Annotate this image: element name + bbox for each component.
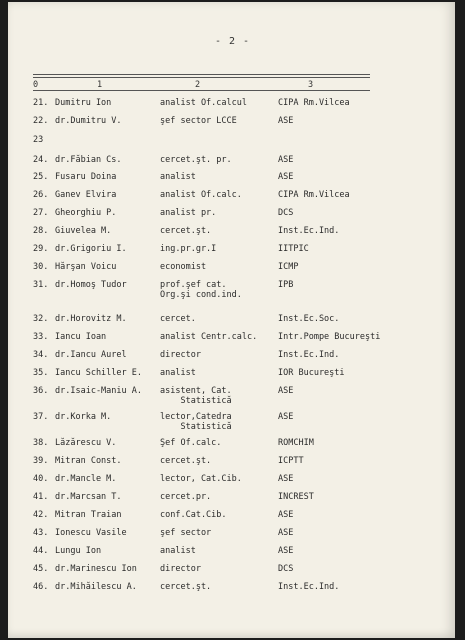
row-number: 23 — [33, 135, 44, 145]
institution: Inst.Ec.Ind. — [278, 582, 340, 592]
position: cercet. — [160, 314, 196, 324]
row-number: 31. — [33, 280, 49, 290]
position: analist pr. — [160, 208, 217, 218]
institution: Inst.Ec.Soc. — [278, 314, 340, 324]
institution: INCREST — [278, 492, 314, 502]
person-name: Giuvelea M. — [55, 226, 112, 236]
row-number: 32. — [33, 314, 49, 324]
institution: ASE — [278, 510, 294, 520]
person-name: Mitran Const. — [55, 456, 122, 466]
column-header-1: 1 — [97, 80, 103, 90]
institution: IOR Bucureşti — [278, 368, 345, 378]
person-name: Iancu Ioan — [55, 332, 107, 342]
row-number: 40. — [33, 474, 49, 484]
row-number: 33. — [33, 332, 49, 342]
person-name: dr.Mihăilescu A. — [55, 582, 137, 592]
position: analist — [160, 172, 196, 182]
person-name: dr.Isaic-Maniu A. — [55, 386, 142, 396]
institution: CIPA Rm.Vilcea — [278, 98, 350, 108]
row-number: 21. — [33, 98, 49, 108]
institution: IITPIC — [278, 244, 309, 254]
person-name: Gheorghiu P. — [55, 208, 117, 218]
row-number: 43. — [33, 528, 49, 538]
position: asistent, Cat. Statistică — [160, 386, 232, 406]
header-rule-middle — [33, 77, 370, 78]
position: director — [160, 350, 201, 360]
person-name: dr.Dumitru V. — [55, 116, 122, 126]
position: analist — [160, 546, 196, 556]
row-number: 27. — [33, 208, 49, 218]
position: director — [160, 564, 201, 574]
row-number: 29. — [33, 244, 49, 254]
position: cercet.şt. pr. — [160, 155, 232, 165]
row-number: 42. — [33, 510, 49, 520]
institution: DCS — [278, 564, 294, 574]
row-number: 24. — [33, 155, 49, 165]
person-name: Lungu Ion — [55, 546, 102, 556]
row-number: 38. — [33, 438, 49, 448]
position: şef sector LCCE — [160, 116, 237, 126]
position: cercet.şt. — [160, 456, 212, 466]
institution: CIPA Rm.Vilcea — [278, 190, 350, 200]
person-name: dr.Mancle M. — [55, 474, 117, 484]
position: cercet.pr. — [160, 492, 212, 502]
row-number: 25. — [33, 172, 49, 182]
position: lector,Catedra Statistică — [160, 412, 232, 432]
institution: ICMP — [278, 262, 299, 272]
institution: Inst.Ec.Ind. — [278, 350, 340, 360]
person-name: dr.Homoş Tudor — [55, 280, 127, 290]
institution: ASE — [278, 546, 294, 556]
person-name: Dumitru Ion — [55, 98, 112, 108]
position: lector, Cat.Cib. — [160, 474, 242, 484]
person-name: dr.Făbian Cs. — [55, 155, 122, 165]
position: prof.şef cat. Org.şi cond.ind. — [160, 280, 242, 300]
person-name: dr.Korka M. — [55, 412, 112, 422]
institution: DCS — [278, 208, 294, 218]
position: analist — [160, 368, 196, 378]
institution: ICPTT — [278, 456, 304, 466]
person-name: Fusaru Doina — [55, 172, 117, 182]
institution: ASE — [278, 386, 294, 396]
row-number: 41. — [33, 492, 49, 502]
header-rule-bottom — [33, 90, 370, 91]
row-number: 28. — [33, 226, 49, 236]
person-name: dr.Iancu Aurel — [55, 350, 127, 360]
row-number: 35. — [33, 368, 49, 378]
person-name: dr.Marinescu Ion — [55, 564, 137, 574]
institution: ASE — [278, 528, 294, 538]
row-number: 34. — [33, 350, 49, 360]
person-name: Lăzărescu V. — [55, 438, 117, 448]
institution: ROMCHIM — [278, 438, 314, 448]
position: cercet.şt. — [160, 582, 212, 592]
person-name: Mitran Traian — [55, 510, 122, 520]
person-name: Iancu Schiller E. — [55, 368, 142, 378]
position: economist — [160, 262, 207, 272]
person-name: dr.Marcsan T. — [55, 492, 122, 502]
person-name: Ionescu Vasile — [55, 528, 127, 538]
row-number: 46. — [33, 582, 49, 592]
row-number: 39. — [33, 456, 49, 466]
institution: Inst.Ec.Ind. — [278, 226, 340, 236]
row-number: 30. — [33, 262, 49, 272]
position: analist Of.calc. — [160, 190, 242, 200]
person-name: Hărşan Voicu — [55, 262, 117, 272]
position: ing.pr.gr.I — [160, 244, 217, 254]
institution: ASE — [278, 412, 294, 422]
position: şef sector — [160, 528, 212, 538]
row-number: 36. — [33, 386, 49, 396]
position: Şef Of.calc. — [160, 438, 222, 448]
row-number: 37. — [33, 412, 49, 422]
institution: ASE — [278, 474, 294, 484]
position: analist Centr.calc. — [160, 332, 258, 342]
row-number: 45. — [33, 564, 49, 574]
position: analist Of.calcul — [160, 98, 247, 108]
institution: Intr.Pompe Bucureşti — [278, 332, 381, 342]
row-number: 26. — [33, 190, 49, 200]
institution: ASE — [278, 116, 294, 126]
column-header-3: 3 — [308, 80, 314, 90]
institution: ASE — [278, 172, 294, 182]
row-number: 22. — [33, 116, 49, 126]
page-number: - 2 - — [214, 36, 251, 47]
institution: IPB — [278, 280, 294, 290]
row-number: 44. — [33, 546, 49, 556]
person-name: dr.Horovitz M. — [55, 314, 127, 324]
position: conf.Cat.Cib. — [160, 510, 227, 520]
institution: ASE — [278, 155, 294, 165]
column-header-0: 0 — [33, 80, 39, 90]
header-rule-top — [33, 74, 370, 75]
person-name: dr.Grigoriu I. — [55, 244, 127, 254]
position: cercet.şt. — [160, 226, 212, 236]
column-header-2: 2 — [195, 80, 201, 90]
person-name: Ganev Elvira — [55, 190, 117, 200]
